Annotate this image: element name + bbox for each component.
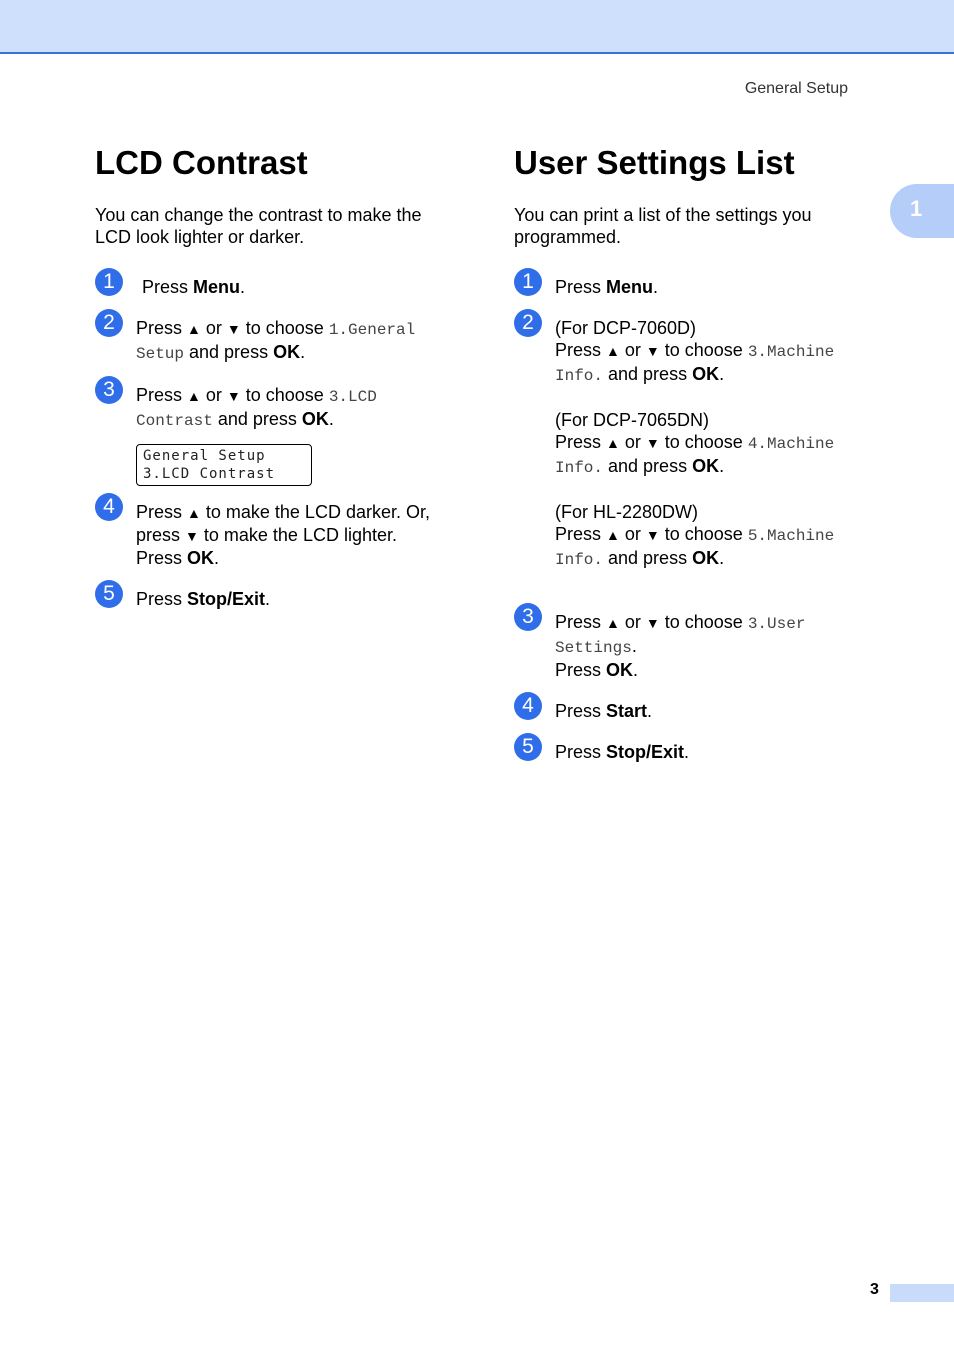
step-4: 4 Press ▲ to make the LCD darker. Or, press ▼ to make the LCD lighter. Press OK. <box>95 501 455 569</box>
step-5: 5 Press Stop/Exit. <box>514 741 859 763</box>
menu-option: Info. <box>555 551 604 569</box>
menu-option: 3.User <box>747 615 806 633</box>
step-number: 4 <box>95 493 123 521</box>
lcd-line-1: General Setup <box>143 448 266 464</box>
page-number: 3 <box>870 1281 879 1298</box>
lcd-display <box>136 444 312 486</box>
down-arrow-icon: ▼ <box>185 528 199 544</box>
menu-option: 5.Machine <box>747 527 835 545</box>
menu-option: 3.Machine <box>747 343 835 361</box>
down-arrow-icon: ▼ <box>645 343 660 359</box>
menu-option: 4.Machine <box>747 435 835 453</box>
step-2 <box>514 311 859 571</box>
section-title: User Settings List <box>514 144 795 181</box>
step-number: 3 <box>95 376 123 404</box>
section-intro: You can change the contrast to make the LCD look lighter or darker. <box>95 205 422 247</box>
menu-option: 3.LCD Contrast <box>136 388 377 430</box>
up-arrow-icon: ▲ <box>187 321 201 337</box>
step-1: 1 Press Menu. <box>95 276 455 298</box>
running-head: General Setup <box>744 80 848 97</box>
down-arrow-icon: ▼ <box>226 388 241 404</box>
step-number: 1 <box>514 268 542 296</box>
section-intro: You can print a list of the settings you programmed. <box>514 205 812 247</box>
model-variant-dcp-7065dn: (For DCP-7065DN) Press ▲ or ▼ to choose 4.Machine Info. and press OK. <box>555 410 835 477</box>
menu-option: Settings <box>555 639 632 657</box>
up-arrow-icon: ▲ <box>606 435 620 451</box>
model-variant-dcp-7060d: (For DCP-7060D) Press ▲ or ▼ to choose 3.Machine Info. and press OK. <box>555 318 835 385</box>
model-variant-hl-2280dw: (For HL-2280DW) Press ▲ or ▼ to choose 5.Machine Info. and press OK. <box>555 502 835 569</box>
down-arrow-icon: ▼ <box>645 615 660 631</box>
up-arrow-icon: ▲ <box>606 615 620 631</box>
step-number: 2 <box>514 309 542 337</box>
step-5: 5 Press Stop/Exit. <box>95 588 455 610</box>
step-number: 1 <box>95 268 123 296</box>
step-3: 3 Press ▲ or ▼ to choose 3.User Settings. Press OK. <box>514 611 859 681</box>
step-number: 2 <box>95 309 123 337</box>
lcd-contrast-section <box>95 140 455 610</box>
lcd-line-2: 3.LCD Contrast <box>143 466 276 482</box>
menu-option: 1.General Setup <box>136 321 416 363</box>
up-arrow-icon: ▲ <box>187 388 201 404</box>
section-title: LCD Contrast <box>95 144 308 181</box>
down-arrow-icon: ▼ <box>226 321 241 337</box>
step-1: 1 Press Menu. <box>514 276 859 298</box>
chapter-tab: 1 <box>890 184 954 238</box>
menu-option: Info. <box>555 367 604 385</box>
step-number: 4 <box>514 692 542 720</box>
step-3: 3 Press ▲ or ▼ to choose 3.LCD Contrast and press OK. General Setup 3.LCD Contrast <box>95 384 455 486</box>
down-arrow-icon: ▼ <box>645 527 660 543</box>
step-number: 5 <box>514 733 542 761</box>
step-number: 5 <box>95 580 123 608</box>
step-number: 3 <box>514 603 542 631</box>
header-band <box>0 0 954 54</box>
user-settings-list-section <box>514 140 859 763</box>
step-4: 4 Press Start. <box>514 700 859 722</box>
up-arrow-icon: ▲ <box>606 343 620 359</box>
up-arrow-icon: ▲ <box>187 505 201 521</box>
down-arrow-icon: ▼ <box>645 435 660 451</box>
footer-band <box>890 1284 954 1302</box>
up-arrow-icon: ▲ <box>606 527 620 543</box>
menu-option: Info. <box>555 459 604 477</box>
step-2: 2 Press ▲ or ▼ to choose 1.General Setup and press OK. <box>95 317 455 365</box>
